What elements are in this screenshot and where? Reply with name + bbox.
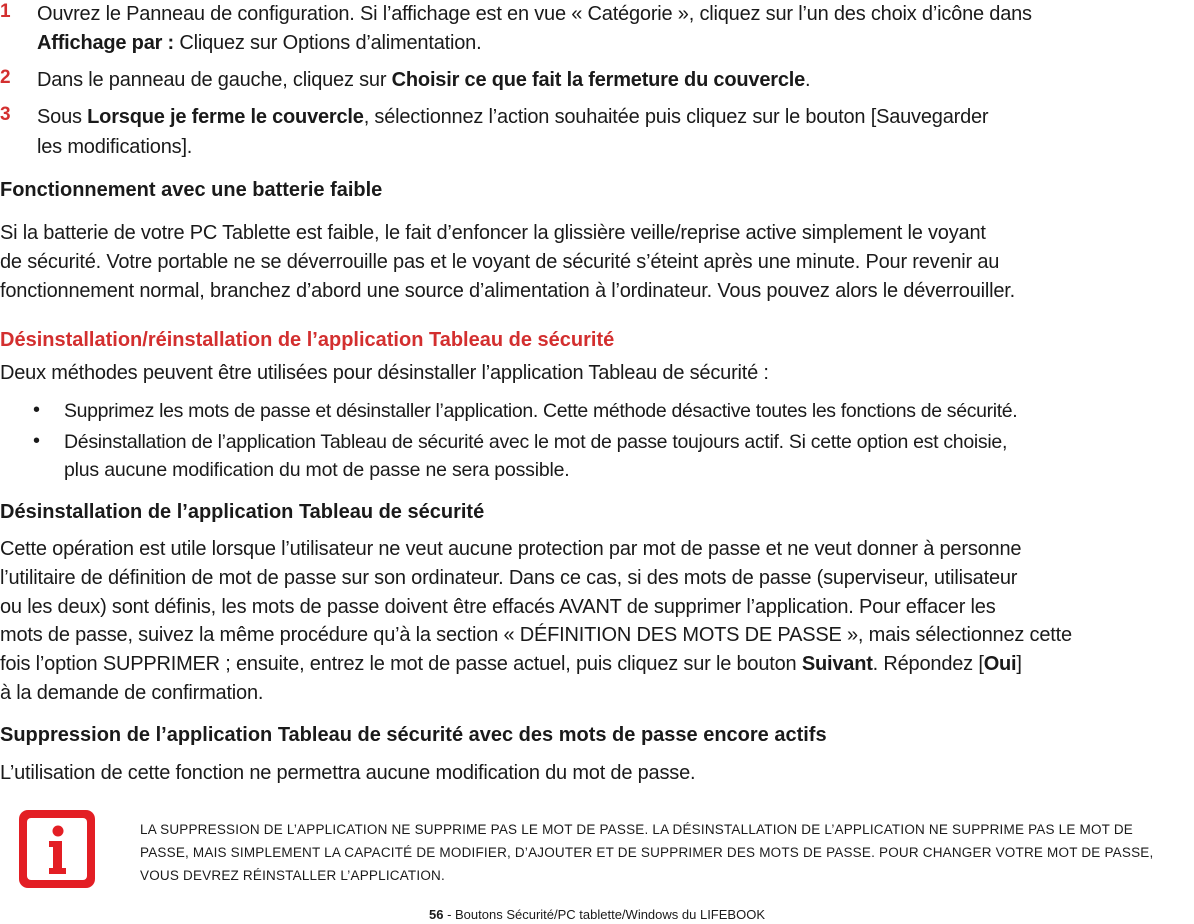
paragraph-line: L’utilisation de cette fonction ne permettra aucune modification du mot de passe. — [0, 762, 696, 784]
footer-text: - Boutons Sécurité/PC tablette/Windows du LIFEBOOK — [443, 907, 765, 922]
paragraph-line: Deux méthodes peuvent être utilisées pour désinstaller l’application Tableau de sécurité : — [0, 362, 769, 384]
paragraph-line: à la demande de confirmation. — [0, 682, 264, 704]
step-text — [37, 66, 810, 95]
paragraph-line: Si la batterie de votre PC Tablette est faible, le fait d’enfoncer la glissière veille/reprise active simplement le voyant — [0, 222, 986, 244]
step-text — [37, 103, 988, 132]
bullet-icon: • — [33, 399, 41, 421]
bullet-icon: • — [33, 430, 41, 452]
step-text-line: , sélectionnez l’action souhaitée puis cliquez sur le bouton [Sauvegarder — [363, 106, 989, 128]
ui-term: Suivant — [801, 653, 873, 675]
note-line: VOUS DEVREZ RÉINSTALLER L’APPLICATION. — [140, 868, 445, 883]
step-text-line: Sous — [37, 106, 88, 128]
bullet-text: Supprimez les mots de passe et désinstaller l’application. Cette méthode désactive toutes les fonctions de sécurité. — [64, 400, 1018, 422]
paragraph-line: Cette opération est utile lorsque l’utilisateur ne veut aucune protection par mot de passe et ne veut donner à personne — [0, 538, 1022, 560]
section-heading: Suppression de l’application Tableau de sécurité avec des mots de passe encore actifs — [0, 724, 827, 746]
paragraph-line — [0, 650, 1022, 679]
bullet-text: Désinstallation de l’application Tableau de sécurité avec le mot de passe toujours actif. Si cette option est choisie, — [64, 431, 1008, 453]
paragraph-line: l’utilitaire de définition de mot de passe sur son ordinateur. Dans ce cas, si des mots de passe (superviseur, utilisateur — [0, 567, 1018, 589]
step-number: 2 — [0, 67, 11, 88]
paragraph-text: ] — [1016, 653, 1022, 675]
step-text-line: Cliquez sur Options d’alimentation. — [174, 32, 482, 54]
step-number: 3 — [0, 104, 11, 125]
bullet-text: plus aucune modification du mot de passe ne sera possible. — [64, 459, 570, 481]
paragraph-line: ou les deux) sont définis, les mots de passe doivent être effacés AVANT de supprimer l’application. Pour effacer les — [0, 596, 996, 618]
section-heading: Désinstallation de l’application Tableau de sécurité — [0, 501, 485, 523]
paragraph-text: . Répondez [ — [872, 653, 984, 675]
step-text-line: Ouvrez le Panneau de configuration. Si l’affichage est en vue « Catégorie », cliquez sur l’un des choix d’icône dans — [37, 3, 1032, 25]
info-icon — [19, 810, 95, 888]
step-text — [37, 133, 192, 162]
ui-term: Lorsque je ferme le couvercle — [87, 106, 364, 128]
paragraph-line: mots de passe, suivez la même procédure qu’à la section « DÉFINITION DES MOTS DE PASSE », mais sélectionnez cette — [0, 624, 1072, 646]
paragraph-text: fois l’option SUPPRIMER ; ensuite, entrez le mot de passe actuel, puis cliquez sur le bouton — [0, 653, 802, 675]
step-number: 1 — [0, 1, 11, 22]
page-number: 56 — [428, 907, 444, 922]
step-text-line: Dans le panneau de gauche, cliquez sur — [37, 69, 392, 91]
ui-term: Choisir ce que fait la fermeture du couvercle — [391, 69, 806, 91]
step-text — [37, 0, 1032, 29]
ui-term: Oui — [983, 653, 1017, 675]
step-text-line: . — [805, 69, 811, 91]
step-text — [37, 29, 481, 58]
section-heading: Fonctionnement avec une batterie faible — [0, 179, 383, 201]
paragraph-line: fonctionnement normal, branchez d’abord une source d’alimentation à l’ordinateur. Vous pouvez alors le déverrouiller. — [0, 280, 1015, 302]
step-text-line: les modifications]. — [37, 136, 193, 158]
section-heading-red: Désinstallation/réinstallation de l’application Tableau de sécurité — [0, 329, 615, 351]
note-line: PASSE, MAIS SIMPLEMENT LA CAPACITÉ DE MODIFIER, D’AJOUTER ET DE SUPPRIMER DES MOTS DE PASSE. POUR CHANGER VOTRE MOT DE PASSE, — [140, 845, 1154, 860]
ui-term: Affichage par : — [37, 32, 175, 54]
note-line: LA SUPPRESSION DE L’APPLICATION NE SUPPRIME PAS LE MOT DE PASSE. LA DÉSINSTALLATION DE L’APPLICATION NE SUPPRIME PAS LE MOT DE — [140, 822, 1133, 837]
note-text — [140, 818, 1180, 887]
paragraph-line: de sécurité. Votre portable ne se déverrouille pas et le voyant de sécurité s’éteint après une minute. Pour revenir au — [0, 251, 1000, 273]
page-footer — [0, 907, 1194, 922]
